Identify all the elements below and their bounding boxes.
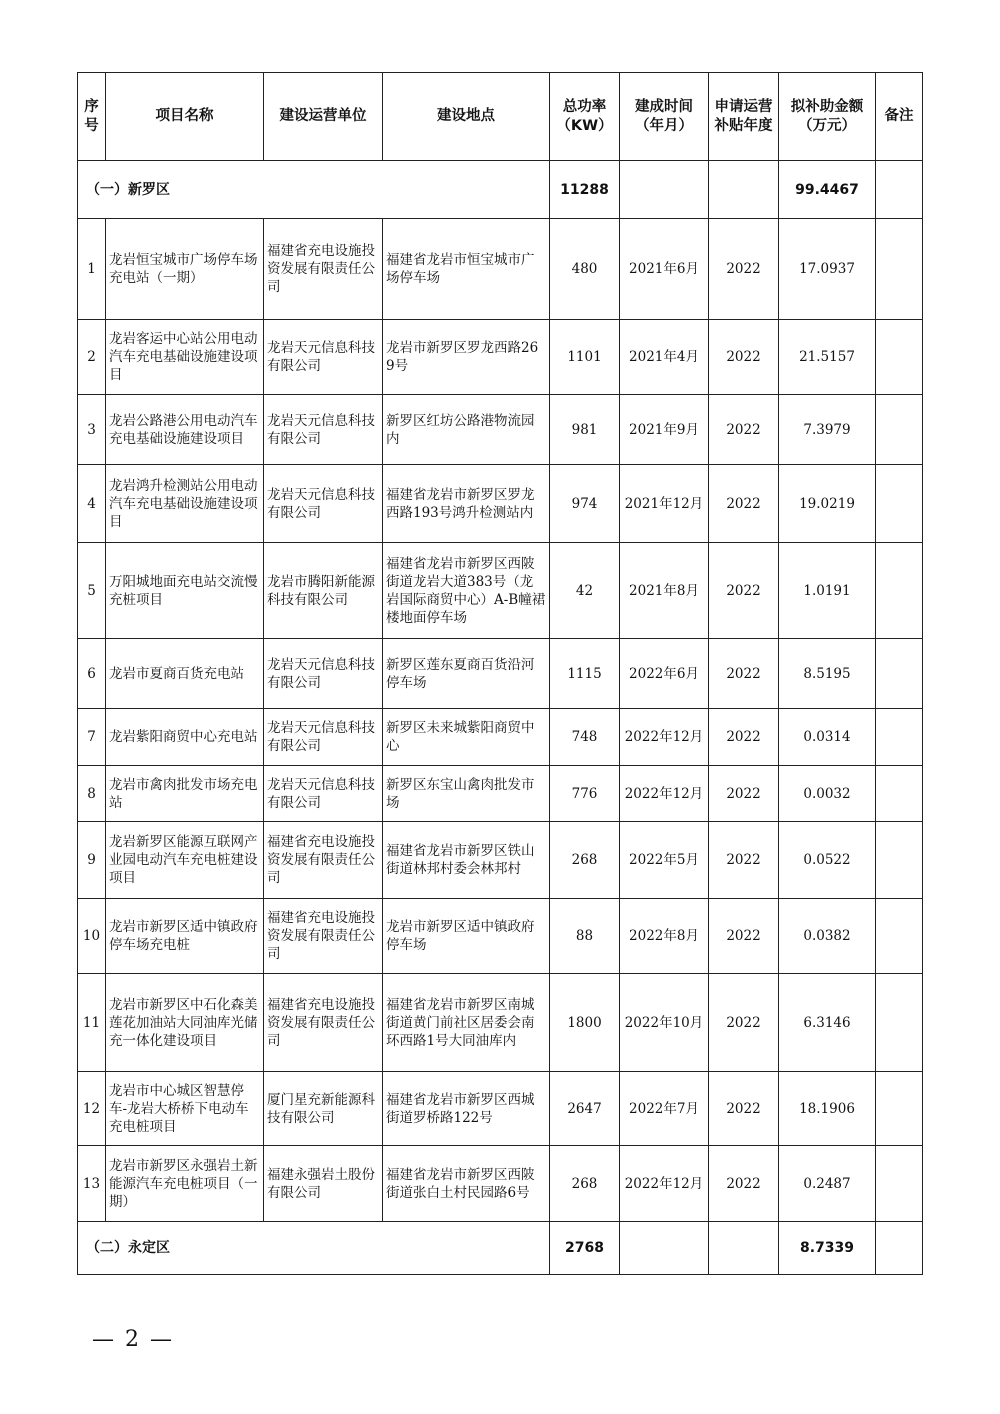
table-row [78,766,923,822]
row-power: 268 [550,822,620,899]
row-note [876,320,923,395]
section-power: 2768 [550,1222,620,1275]
row-note [876,639,923,709]
row-unit: 龙岩天元信息科技有限公司 [264,709,383,766]
row-amount: 17.0937 [779,219,876,320]
row-note [876,709,923,766]
row-name: 龙岩客运中心站公用电动汽车充电基础设施建设项目 [106,320,264,395]
row-power: 981 [550,395,620,465]
row-amount: 7.3979 [779,395,876,465]
table-row [78,639,923,709]
row-name: 龙岩市夏商百货充电站 [106,639,264,709]
row-time: 2022年12月 [620,1146,709,1222]
row-time: 2021年8月 [620,543,709,639]
row-place: 福建省龙岩市新罗区西城街道罗桥路122号 [383,1072,550,1146]
row-year: 2022 [709,822,779,899]
subsidy-table [77,72,923,1275]
header-amount: 拟补助金额（万元） [779,73,876,161]
row-note [876,822,923,899]
row-no: 12 [78,1072,106,1146]
row-time: 2022年6月 [620,639,709,709]
row-power: 974 [550,465,620,543]
row-power: 2647 [550,1072,620,1146]
row-no: 13 [78,1146,106,1222]
row-unit: 福建永强岩土股份有限公司 [264,1146,383,1222]
row-time: 2022年12月 [620,766,709,822]
row-time: 2021年4月 [620,320,709,395]
row-note [876,1146,923,1222]
row-amount: 21.5157 [779,320,876,395]
row-note [876,1072,923,1146]
row-no: 9 [78,822,106,899]
row-place: 福建省龙岩市新罗区南城街道黄门前社区居委会南环西路1号大同油库内 [383,974,550,1072]
row-name: 龙岩鸿升检测站公用电动汽车充电基础设施建设项目 [106,465,264,543]
row-note [876,543,923,639]
row-unit: 福建省充电设施投资发展有限责任公司 [264,899,383,974]
row-place: 新罗区莲东夏商百货沿河停车场 [383,639,550,709]
row-power: 42 [550,543,620,639]
row-name: 龙岩新罗区能源互联网产业园电动汽车充电桩建设项目 [106,822,264,899]
row-name: 龙岩紫阳商贸中心充电站 [106,709,264,766]
section-title: （二）永定区 [78,1222,550,1275]
row-name: 龙岩恒宝城市广场停车场充电站（一期） [106,219,264,320]
row-place: 福建省龙岩市新罗区铁山街道林邦村委会林邦村 [383,822,550,899]
row-name: 龙岩市中心城区智慧停车-龙岩大桥桥下电动车充电桩项目 [106,1072,264,1146]
row-name: 龙岩市新罗区适中镇政府停车场充电桩 [106,899,264,974]
row-year: 2022 [709,766,779,822]
row-place: 新罗区红坊公路港物流园内 [383,395,550,465]
section-power: 11288 [550,161,620,219]
row-unit: 龙岩市腾阳新能源科技有限公司 [264,543,383,639]
section-row [78,161,923,219]
row-time: 2022年5月 [620,822,709,899]
row-amount: 0.2487 [779,1146,876,1222]
row-name: 龙岩市禽肉批发市场充电站 [106,766,264,822]
header-place: 建设地点 [383,73,550,161]
table-row [78,1072,923,1146]
header-power: 总功率（KW） [550,73,620,161]
row-time: 2022年7月 [620,1072,709,1146]
row-year: 2022 [709,465,779,543]
row-power: 480 [550,219,620,320]
row-year: 2022 [709,543,779,639]
section-row [78,1222,923,1275]
row-place: 福建省龙岩市新罗区西陂街道张白土村民园路6号 [383,1146,550,1222]
row-no: 2 [78,320,106,395]
table-row [78,465,923,543]
table-row [78,395,923,465]
row-note [876,974,923,1072]
row-year: 2022 [709,974,779,1072]
header-year: 申请运营补贴年度 [709,73,779,161]
section-amount: 8.7339 [779,1222,876,1275]
row-unit: 福建省充电设施投资发展有限责任公司 [264,822,383,899]
row-time: 2022年8月 [620,899,709,974]
row-unit: 龙岩天元信息科技有限公司 [264,465,383,543]
row-no: 5 [78,543,106,639]
row-note [876,395,923,465]
row-power: 1800 [550,974,620,1072]
row-place: 福建省龙岩市恒宝城市广场停车场 [383,219,550,320]
row-year: 2022 [709,320,779,395]
row-unit: 龙岩天元信息科技有限公司 [264,320,383,395]
row-note [876,766,923,822]
row-time: 2022年10月 [620,974,709,1072]
row-place: 龙岩市新罗区适中镇政府停车场 [383,899,550,974]
table-row [78,219,923,320]
row-note [876,465,923,543]
row-power: 1115 [550,639,620,709]
table-row [78,709,923,766]
row-name: 万阳城地面充电站交流慢充桩项目 [106,543,264,639]
row-no: 11 [78,974,106,1072]
header-name: 项目名称 [106,73,264,161]
row-year: 2022 [709,219,779,320]
row-no: 1 [78,219,106,320]
row-unit: 福建省充电设施投资发展有限责任公司 [264,219,383,320]
row-power: 88 [550,899,620,974]
header-row [78,73,923,161]
row-no: 8 [78,766,106,822]
row-no: 4 [78,465,106,543]
section-title: （一）新罗区 [78,161,550,219]
row-power: 1101 [550,320,620,395]
table-row [78,1146,923,1222]
row-name: 龙岩市新罗区永强岩土新能源汽车充电桩项目（一期） [106,1146,264,1222]
row-no: 10 [78,899,106,974]
row-place: 新罗区未来城紫阳商贸中心 [383,709,550,766]
row-unit: 龙岩天元信息科技有限公司 [264,639,383,709]
row-time: 2021年9月 [620,395,709,465]
row-year: 2022 [709,899,779,974]
row-place: 福建省龙岩市新罗区罗龙西路193号鸿升检测站内 [383,465,550,543]
table-row [78,822,923,899]
section-amount: 99.4467 [779,161,876,219]
row-time: 2022年12月 [620,709,709,766]
row-amount: 6.3146 [779,974,876,1072]
row-amount: 0.0522 [779,822,876,899]
row-unit: 福建省充电设施投资发展有限责任公司 [264,974,383,1072]
row-year: 2022 [709,639,779,709]
row-no: 3 [78,395,106,465]
row-amount: 18.1906 [779,1072,876,1146]
table-row [78,974,923,1072]
row-year: 2022 [709,1072,779,1146]
row-time: 2021年12月 [620,465,709,543]
header-time: 建成时间（年月） [620,73,709,161]
table-row [78,899,923,974]
row-no: 6 [78,639,106,709]
header-unit: 建设运营单位 [264,73,383,161]
header-no: 序号 [78,73,106,161]
row-amount: 0.0032 [779,766,876,822]
table-row [78,543,923,639]
row-note [876,899,923,974]
row-year: 2022 [709,395,779,465]
row-time: 2021年6月 [620,219,709,320]
row-place: 新罗区东宝山禽肉批发市场 [383,766,550,822]
row-name: 龙岩公路港公用电动汽车充电基础设施建设项目 [106,395,264,465]
page-number: — 2 — [92,1327,174,1352]
row-amount: 0.0382 [779,899,876,974]
row-amount: 8.5195 [779,639,876,709]
row-power: 268 [550,1146,620,1222]
row-year: 2022 [709,1146,779,1222]
row-power: 776 [550,766,620,822]
row-no: 7 [78,709,106,766]
row-power: 748 [550,709,620,766]
row-unit: 厦门星充新能源科技有限公司 [264,1072,383,1146]
row-note [876,219,923,320]
row-year: 2022 [709,709,779,766]
row-place: 龙岩市新罗区罗龙西路269号 [383,320,550,395]
row-amount: 0.0314 [779,709,876,766]
header-note: 备注 [876,73,923,161]
row-name: 龙岩市新罗区中石化森美莲花加油站大同油库光储充一体化建设项目 [106,974,264,1072]
table-row [78,320,923,395]
row-unit: 龙岩天元信息科技有限公司 [264,766,383,822]
row-unit: 龙岩天元信息科技有限公司 [264,395,383,465]
row-amount: 1.0191 [779,543,876,639]
row-amount: 19.0219 [779,465,876,543]
row-place: 福建省龙岩市新罗区西陂街道龙岩大道383号（龙岩国际商贸中心）A-B幢裙楼地面停车场 [383,543,550,639]
